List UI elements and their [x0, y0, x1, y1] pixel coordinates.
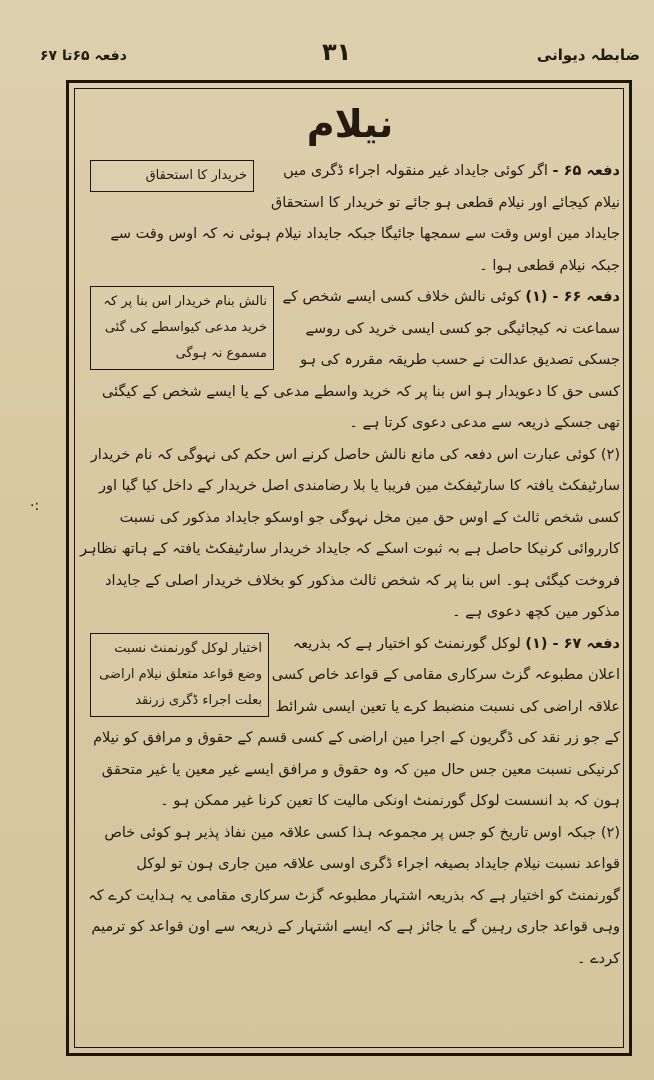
section-65-number: دفعہ ۶۵ -	[552, 163, 620, 179]
page-header	[0, 36, 654, 76]
section-67-2-text: (۲) جبکہ اوس تاریخ کو جس پر مجموعہ ہذا کسی علاقہ مین نفاذ پذیر ہو کوئی خاص قواعد نسبت نیلام جایداد بصیغہ اجراء ڈگری اوسی علاقہ مین جاری ہون تو لوکل گورنمنٹ کو اختیار ہے کہ بذریعہ اشتہار مطبوعہ گزٹ سرکاری مقامی یہ ہدایت کرے کہ وہی قواعد جاری رہین گے یا جائز ہے کہ ایسے اشتہار کے ذریعہ سے اون قواعد کو ترمیم کردے ۔	[88, 824, 620, 967]
page-number: ۳۱	[322, 38, 352, 66]
section-66-number: دفعہ ۶۶ - (۱)	[525, 289, 620, 305]
section-65-text: اگر کوئی جایداد غیر منقولہ اجراء ڈگری میں نیلام کیجائے اور نیلام قطعی ہو جائے تو خریدار کا استحقاق جایداد مین اوس وقت سے سمجھا جائیگا جبکہ جایداد نیلام ہوئی نہ کہ اوس وقت سے جبکہ نیلام قطعی ہوا ۔	[110, 163, 620, 274]
page-body	[80, 96, 620, 1042]
book-title: ضابطہ دیوانی	[536, 46, 640, 64]
section-66-2	[80, 440, 620, 629]
section-67-number: دفعہ ۶۷ - (۱)	[525, 635, 620, 652]
section-67-2	[80, 818, 620, 976]
section-67-margin-note: اختیار لوکل گورنمنٹ نسبت وضع قواعد متعلق نیلام اراضی بعلت اجراء ڈگری زرنقد	[90, 633, 269, 717]
section-67-1-text: لوکل گورنمنٹ کو اختیار ہے کہ بذریعہ اعلان مطبوعہ گزٹ سرکاری مقامی کے قواعد خاص کسی علاقہ اراضی کی نسبت منضبط کرے یا تعین ایسی شرائط کے جو زر نقد کی ڈگریون کے اجرا مین اراضی کے کسی قسم کے حقوق و مرافق کو نیلام کرنیکی نسبت معین جس حال مین کہ وہ حقوق و مرافق ایسے غیر معین یا غیر متحقق ہون کہ بد انسست لوکل گورنمنٹ اونکی مالیت کا تعین کرنا غیر ممکن ہو ۔	[93, 635, 620, 809]
section-range: دفعہ ۶۵تا ۶۷	[40, 48, 127, 64]
section-66-1	[80, 282, 620, 440]
section-66-1-text: کوئی نالش خلاف کسی ایسے شخص کے سماعت نہ کیجائیگی جو کسی ایسی خرید کی روسے جسکی تصدیق عدالت نے حسب طریقہ مقررہ کی ہو کسی حق کا دعویدار ہو اس بنا پر کہ خرید واسطے مدعی کے یا ایسے شخص کے کیگئی تھی جسکے ذریعہ سے مدعی دعوی کرتا ہے ۔	[102, 289, 620, 431]
section-66-margin-note: نالش بنام خریدار اس بنا پر کہ خرید مدعی کیواسطے کی گئی مسموع نہ ہوگی	[90, 286, 274, 370]
section-66-2-text: (۲) کوئی عبارت اس دفعہ کی مانع نالش حاصل کرنے اس حکم کی نہوگی کہ نام خریدار سارٹیفکٹ یافتہ کا سارٹیفکٹ مین فریبا یا بلا رضامندی اصل خریدار کے داخل کیا گیا اور کسی شخص ثالث کے اوس حق مین مخل نہوگی جو اوسکو جایداد مذکور کی نسبت کارروائی کرنیکا حاصل ہے بہ ثبوت اسکے کہ جایداد خریدار سارٹیفکٹ یافتہ کے ہاتھ نظاہر فروخت کیگئی ہو۔ اس بنا پر کہ شخص ثالث مذکور کو بخلاف خریدار اصلی کے جایداد مذکور مین کچھ دعوی ہے ۔	[80, 446, 620, 620]
section-67-1	[80, 629, 620, 818]
margin-mark: ·:	[30, 498, 40, 514]
section-65	[80, 156, 620, 282]
section-65-margin-note: خریدار کا استحقاق	[90, 160, 254, 192]
page-title: نیلام	[306, 102, 394, 146]
